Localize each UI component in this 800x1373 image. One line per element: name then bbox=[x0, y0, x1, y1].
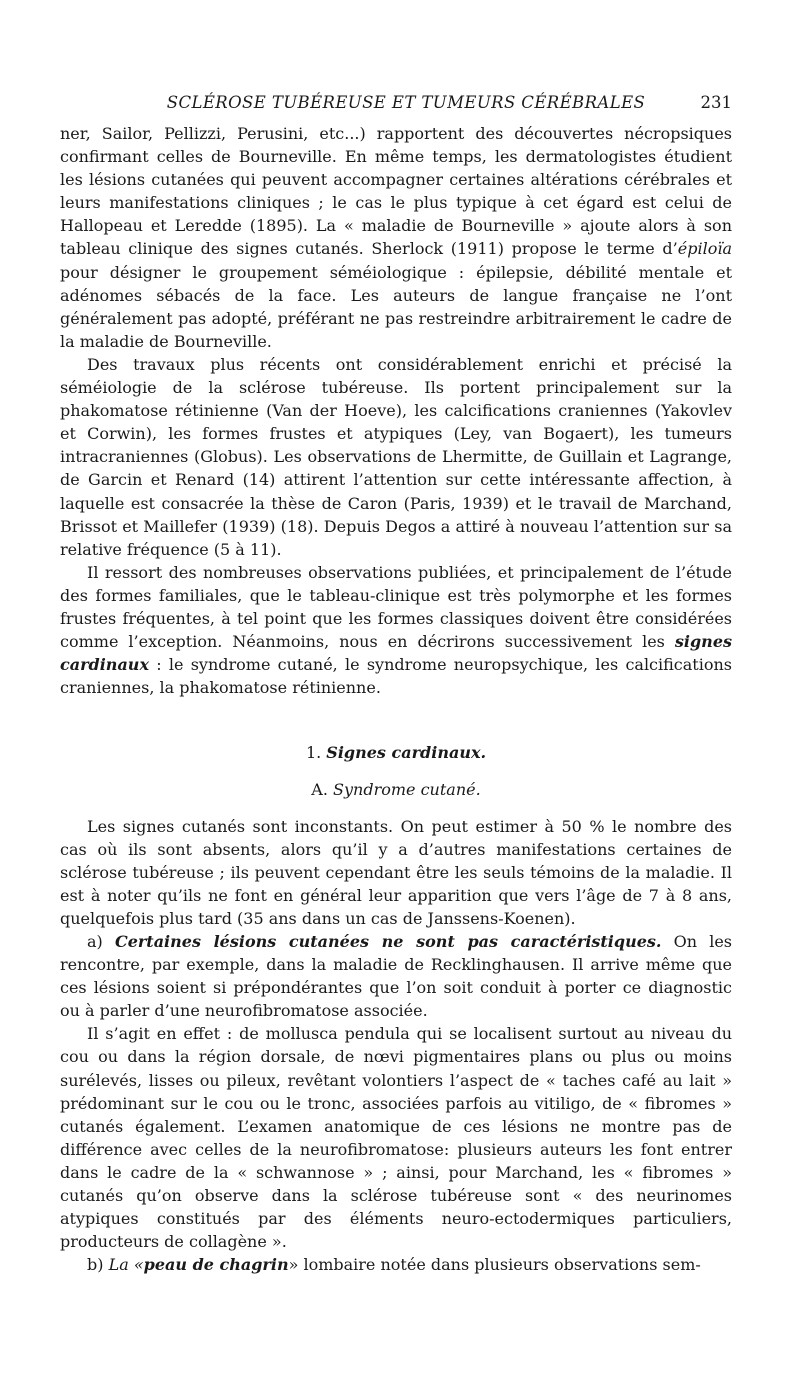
section-heading bbox=[60, 741, 732, 764]
emphasis-term: peau de chagrin bbox=[143, 1255, 289, 1275]
section-title: Signes cardinaux. bbox=[326, 743, 487, 763]
paragraph: a) Certaines lésions cutanées ne sont pas caractéristiques. On les rencontre, par exemple, dans la maladie de Recklinghausen. Il arrive même que ces lésions soient si prépondérantes que l’on soit conduit à porter ce diagnostic ou à parler d’une neurofibromatose associée. bbox=[60, 932, 733, 1021]
emphasis-term: Certaines lésions cutanées ne sont pas caractéristiques. bbox=[114, 932, 662, 951]
subsection-title: Syndrome cutané. bbox=[333, 780, 481, 800]
paragraph: Il s’agit en effet : de mollusca pendula qui se localisent surtout au niveau du cou ou dans la région dorsale, de nœvi pigmentaires plans ou plus ou moins surélevés, lisses ou pileux, revêtant volontiers l’aspect de « taches café au lait » prédominant sur le cou ou le tronc, associées parfois au vitiligo, de « fibromes » cutanés également. L’examen anatomique de ces lésions ne montre pas de différence avec celles de la neurofibromatose: plusieurs auteurs les font entrer dans le cadre de la « schwannose » ; ainsi, pour Marchand, les « fibromes » cutanés qu’on observe dans la sclérose tubéreuse sont « des neurinomes atypiques constitués par des éléments neuro-ectodermiques particuliers, producteurs de collagène ». bbox=[60, 1024, 732, 1252]
paragraph: Il ressort des nombreuses observations publiées, et principalement de l’étude des formes familiales, que le tableau-clinique est très polymorphe et les formes frustes fréquentes, à tel point que les formes classiques doivent être considérées comme l’exception. Néanmoins, nous en décrirons successivement les signes cardinaux : le syndrome cutané, le syndrome neuropsychique, les calcifications craniennes, la phakomatose rétinienne. bbox=[60, 562, 732, 698]
emphasis-term: épiloïa bbox=[677, 239, 732, 259]
running-header bbox=[60, 90, 732, 116]
subsection-heading bbox=[60, 778, 732, 801]
running-title: SCLÉROSE TUBÉREUSE ET TUMEURS CÉRÉBRALES bbox=[166, 93, 646, 112]
subsection-letter: A. bbox=[311, 780, 328, 800]
paragraph: Les signes cutanés sont inconstants. On peut estimer à 50 % le nombre des cas où ils sont absents, alors qu’il y a d’autres manifestations certaines de sclérose tubéreuse ; ils peuvent cependant être les seuls témoins de la maladie. Il est à noter qu’ils ne font en général leur apparition que vers l’âge de 7 à 8 ans, quelquefois plus tard (35 ans dans un cas de Janssens-Koenen). bbox=[60, 816, 732, 928]
emphasis-term: signes cardinaux bbox=[60, 632, 732, 675]
paragraph: b) La «peau de chagrin» lombaire notée dans plusieurs observations sem- bbox=[87, 1255, 701, 1275]
section-number: 1. bbox=[305, 743, 322, 763]
paragraph: ner, Sailor, Pellizzi, Perusini, etc...) rapportent des découvertes nécropsiques confirmant celles de Bourneville. En même temps, les dermatologistes étudient les lésions cutanées qui peuvent accompagner certaines altérations cérébrales et leurs manifestations cliniques ; le cas le plus typique à cet égard est celui de Hallopeau et Leredde (1895). La « maladie de Bourneville » ajoute alors à son tableau clinique des signes cutanés. Sherlock (1911) propose le terme d’épiloïa pour désigner le groupement séméiologique : épilepsie, débilité mentale et adénomes sébacés de la face. Les auteurs de langue française ne l’ont généralement pas adopté, préférant ne pas restreindre arbitrairement le cadre de la maladie de Bourneville. bbox=[60, 124, 732, 351]
paragraph: Des travaux plus récents ont considérablement enrichi et précisé la séméiologie de la sclérose tubéreuse. Ils portent principalement sur la phakomatose rétinienne (Van der Hoeve), les calcifications craniennes (Yakovlev et Corwin), les formes frustes et atypiques (Ley, van Bogaert), les tumeurs intracraniennes (Globus). Les observations de Lhermitte, de Guillain et Lagrange, de Garcin et Renard (14) attirent l’attention sur cette intéressante affection, à laquelle est consacrée la thèse de Caron (Paris, 1939) et le travail de Marchand, Brissot et Maillefer (1939) (18). Depuis Degos a attiré à nouveau l’attention sur sa relative fréquence (5 à 11). bbox=[60, 354, 732, 559]
page-number: 231 bbox=[700, 93, 732, 112]
body-text bbox=[60, 122, 732, 1276]
